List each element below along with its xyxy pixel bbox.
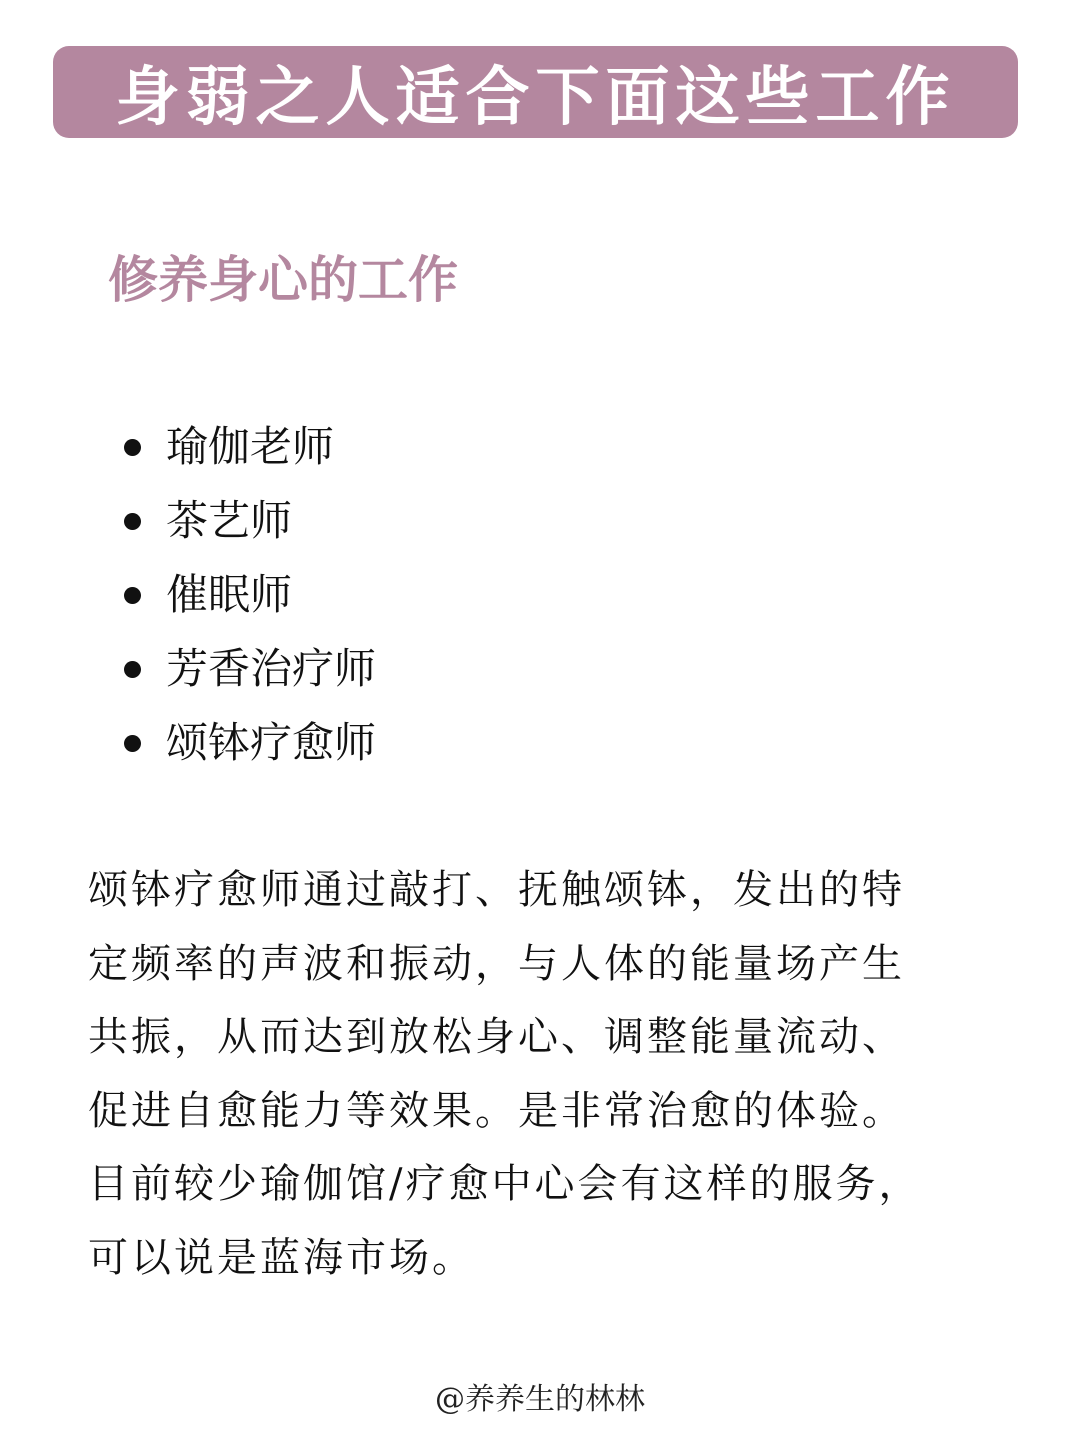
bullet-icon (124, 513, 141, 530)
bullet-icon (124, 661, 141, 678)
paragraph-line: 共振，从而达到放松身心、调整能量流动、 (88, 1014, 905, 1060)
list-item (120, 410, 376, 484)
paragraph-line: 颂钵疗愈师通过敲打、抚触颂钵，发出的特 (88, 867, 905, 913)
page-title: 身弱之人适合下面这些工作 (115, 61, 956, 135)
job-list (120, 410, 376, 780)
bullet-icon (124, 587, 141, 604)
job-label: 催眠师 (166, 570, 293, 619)
bullet-icon (124, 735, 141, 752)
list-item (120, 484, 376, 558)
author-signature: @养养生的林林 (435, 1382, 645, 1417)
title-banner (53, 46, 1018, 138)
job-label: 芳香治疗师 (166, 644, 377, 693)
list-item (120, 632, 376, 706)
paragraph-line: 可以说是蓝海市场。 (88, 1234, 475, 1281)
paragraph-line: 定频率的声波和振动，与人体的能量场产生 (88, 940, 905, 987)
job-label: 瑜伽老师 (166, 422, 335, 471)
job-label: 茶艺师 (166, 496, 293, 545)
paragraph-line: 目前较少瑜伽馆/疗愈中心会有这样的服务， (88, 1161, 922, 1207)
list-item (120, 706, 376, 780)
bullet-icon (124, 439, 141, 456)
job-label: 颂钵疗愈师 (166, 718, 377, 767)
section-title: 修养身心的工作 (108, 251, 458, 309)
list-item (120, 558, 376, 632)
description-paragraph (88, 854, 968, 1295)
paragraph-line: 促进自愈能力等效果。是非常治愈的体验。 (88, 1087, 905, 1134)
